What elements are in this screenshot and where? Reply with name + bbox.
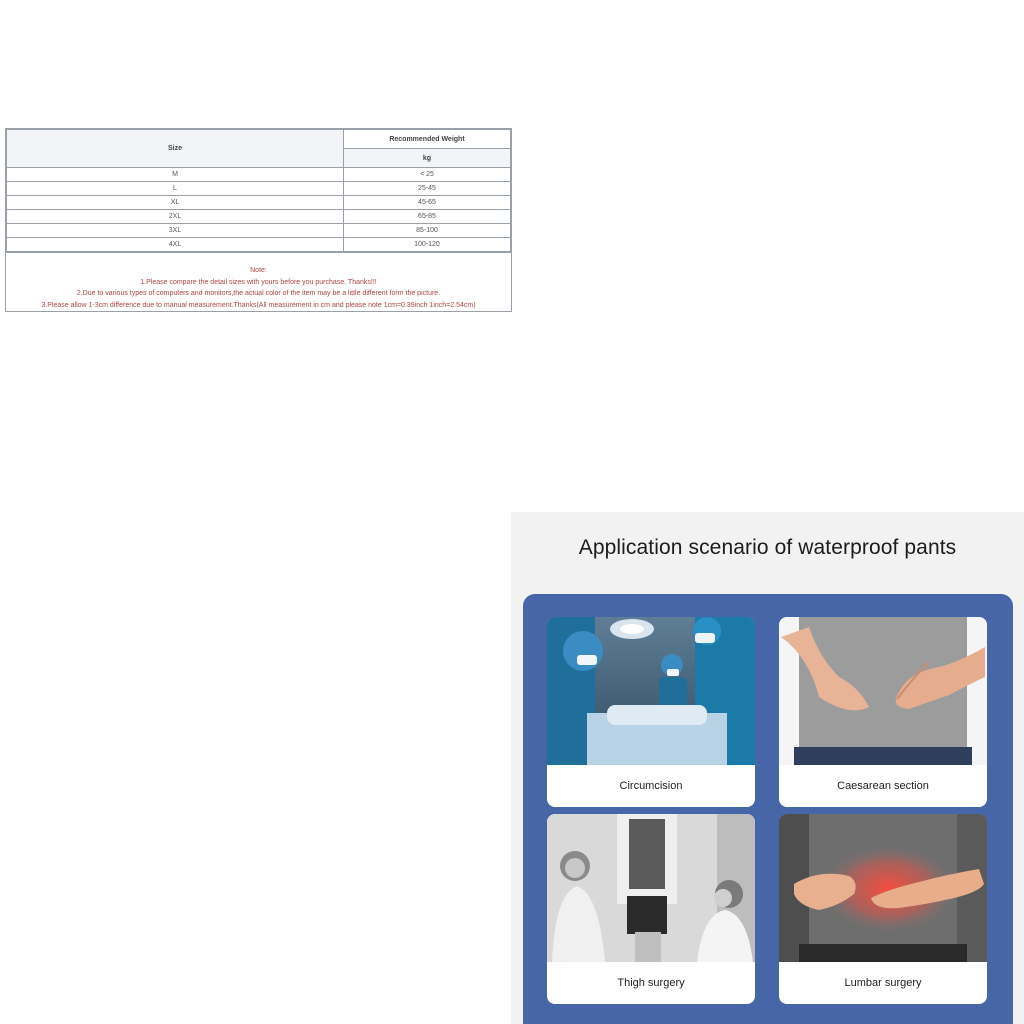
clinic-photo — [547, 814, 755, 962]
operating-room-photo — [547, 617, 755, 765]
table-row — [7, 238, 511, 252]
unit-header: kg — [344, 149, 511, 168]
weight-cell: 85-100 — [344, 224, 511, 238]
note-title: Note: — [250, 267, 267, 274]
abdomen-photo — [779, 617, 987, 765]
weight-cell: 100-120 — [344, 238, 511, 252]
weight-cell: 45-65 — [344, 196, 511, 210]
note-line: 3.Please allow 1-3cm difference due to manual measurement.Thanks(All measurement in cm and please note 1cm=0.39inch 1inch=2.54cm) — [41, 301, 476, 309]
scenario-caption: Thigh surgery — [617, 977, 685, 989]
table-row — [7, 224, 511, 238]
scenario-card-thigh — [547, 814, 755, 1004]
weight-header: Recommended Weight — [344, 130, 511, 149]
lower-back-photo — [779, 814, 987, 962]
scenario-card-lumbar — [779, 814, 987, 1004]
size-cell: XL — [7, 196, 344, 210]
note-line: 1.Please compare the detail sizes with yours before you purchase. Thanks!!! — [140, 278, 377, 286]
size-header: Size — [7, 130, 344, 168]
size-table — [6, 129, 511, 252]
scenario-caption: Caesarean section — [837, 780, 929, 792]
size-cell: 3XL — [7, 224, 344, 238]
weight-cell: < 25 — [344, 168, 511, 182]
note-line: 2.Due to various types of computers and monitors,the actual color of the item may be a little different form the picture. — [76, 290, 441, 297]
table-row — [7, 210, 511, 224]
size-cell: 4XL — [7, 238, 344, 252]
table-row — [7, 196, 511, 210]
size-note — [6, 252, 511, 311]
table-row — [7, 168, 511, 182]
scenario-caption: Circumcision — [619, 780, 683, 792]
weight-cell: 65-85 — [344, 210, 511, 224]
scenario-caption: Lumbar surgery — [844, 977, 922, 989]
table-row — [7, 182, 511, 196]
size-chart — [5, 128, 512, 312]
scenario-card-caesarean — [779, 617, 987, 807]
size-cell: L — [7, 182, 344, 196]
scenario-card-circumcision — [547, 617, 755, 807]
application-panel — [511, 512, 1024, 1024]
application-title: Application scenario of waterproof pants — [578, 536, 957, 559]
weight-cell: 25-45 — [344, 182, 511, 196]
size-cell: 2XL — [7, 210, 344, 224]
size-cell: M — [7, 168, 344, 182]
